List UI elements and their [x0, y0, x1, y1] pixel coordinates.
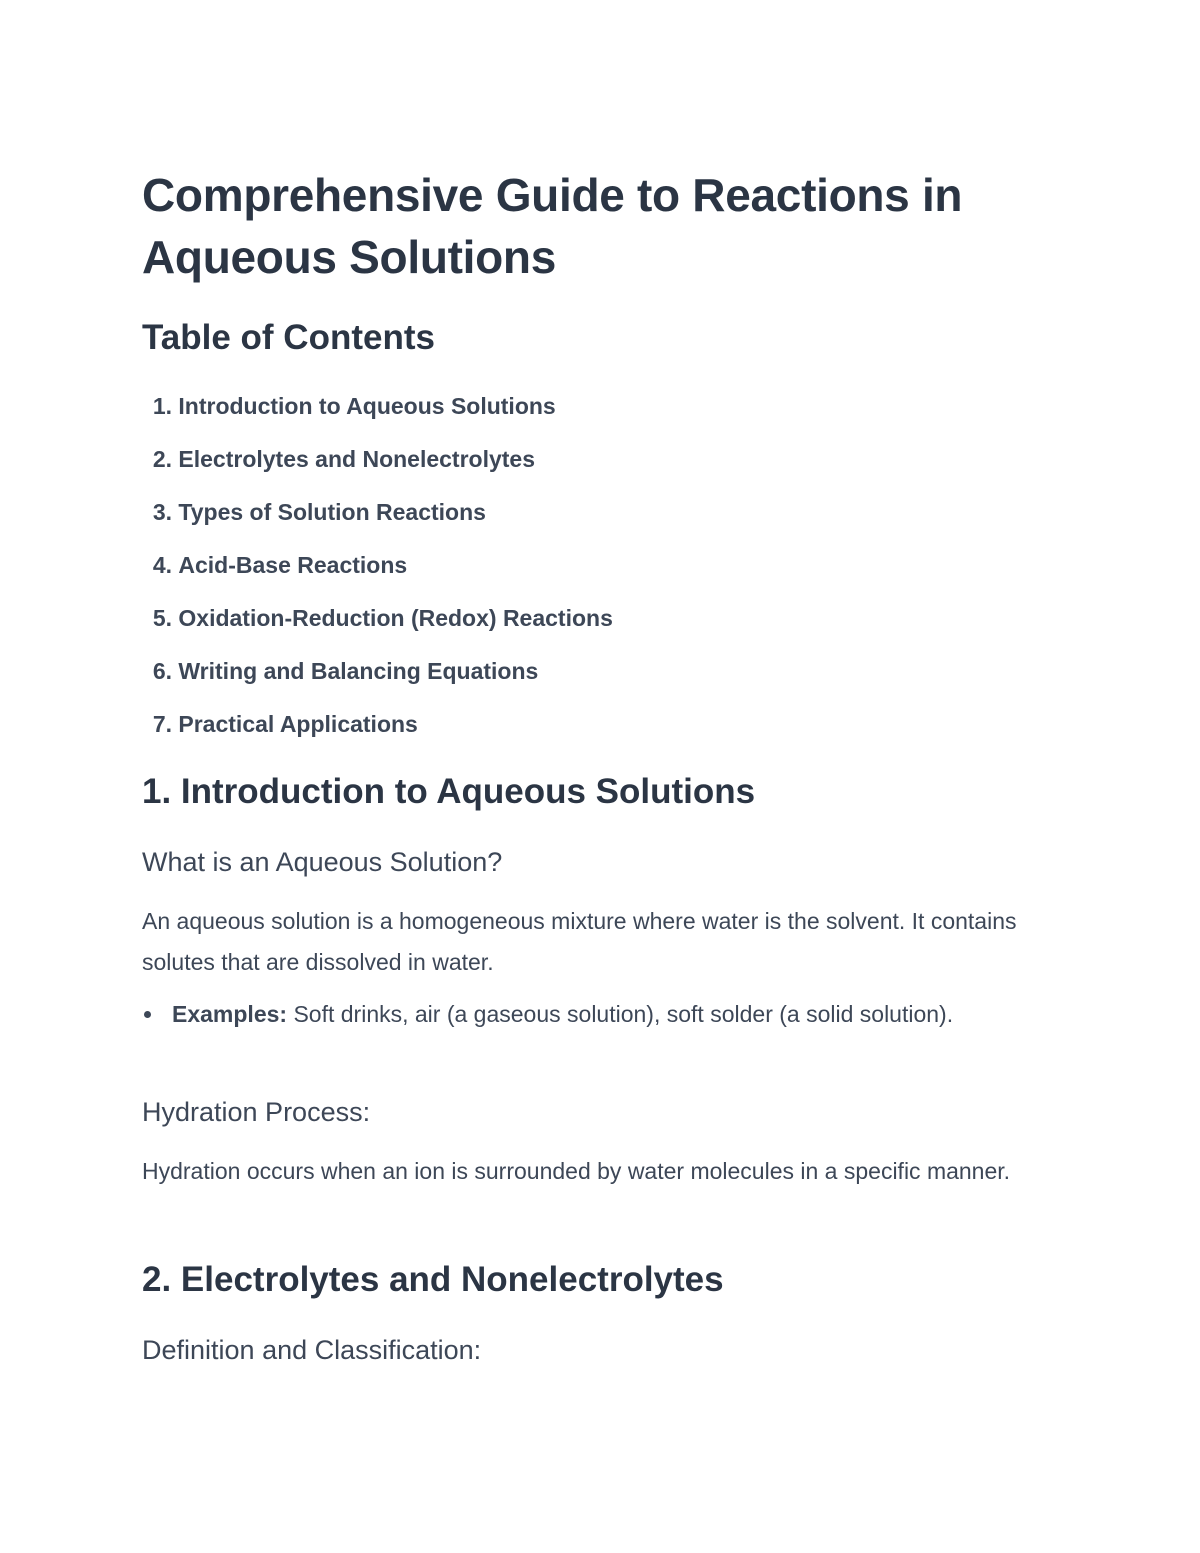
list-item-examples: [142, 994, 1002, 1034]
examples-list: [142, 994, 1002, 1034]
toc-heading: Table of Contents: [142, 318, 435, 357]
toc-item-number: 5.: [152, 605, 172, 631]
toc-item-number: 4.: [152, 552, 172, 578]
document-title: Comprehensive Guide to Reactions in Aqueous Solutions: [142, 169, 963, 283]
toc-item-label: Writing and Balancing Equations: [178, 658, 539, 684]
toc-item-number: 6.: [152, 658, 172, 684]
toc-item-number: 3.: [152, 499, 172, 525]
toc-item-introduction[interactable]: [142, 388, 613, 441]
section-heading-introduction: 1. Introduction to Aqueous Solutions: [142, 772, 756, 811]
toc-item-label: Acid-Base Reactions: [178, 552, 408, 578]
toc-item-electrolytes[interactable]: [142, 441, 613, 494]
toc-item-label: Electrolytes and Nonelectrolytes: [178, 446, 536, 472]
hydration-paragraph: Hydration occurs when an ion is surrounded by water molecules in a specific manner.: [142, 1158, 1011, 1184]
toc-item-label: Oxidation-Reduction (Redox) Reactions: [178, 605, 613, 631]
subheading-definition-classification: Definition and Classification:: [142, 1335, 482, 1365]
toc-item-acid-base[interactable]: [142, 547, 613, 600]
section-heading-electrolytes: 2. Electrolytes and Nonelectrolytes: [142, 1260, 724, 1299]
toc-item-label: Practical Applications: [178, 711, 418, 737]
toc-item-label: Types of Solution Reactions: [178, 499, 486, 525]
bullet-icon: [144, 1011, 151, 1018]
toc-item-redox[interactable]: [142, 600, 613, 653]
aqueous-solution-paragraph: An aqueous solution is a homogeneous mixture where water is the solvent. It contains solutes that are dissolved in water.: [142, 908, 1017, 975]
examples-text: Soft drinks, air (a gaseous solution), soft solder (a solid solution).: [287, 1001, 954, 1027]
toc-item-solution-reactions[interactable]: [142, 494, 613, 547]
toc-item-equations[interactable]: [142, 653, 613, 706]
subheading-what-is-aqueous-solution: What is an Aqueous Solution?: [142, 847, 503, 877]
subheading-hydration-process: Hydration Process:: [142, 1097, 371, 1127]
toc-item-label: Introduction to Aqueous Solutions: [178, 393, 556, 419]
toc-item-number: 7.: [152, 711, 172, 737]
toc-item-number: 1.: [152, 393, 172, 419]
table-of-contents: [142, 388, 613, 759]
examples-label: Examples:: [172, 1001, 288, 1027]
toc-item-applications[interactable]: [142, 706, 613, 759]
toc-item-number: 2.: [152, 446, 172, 472]
